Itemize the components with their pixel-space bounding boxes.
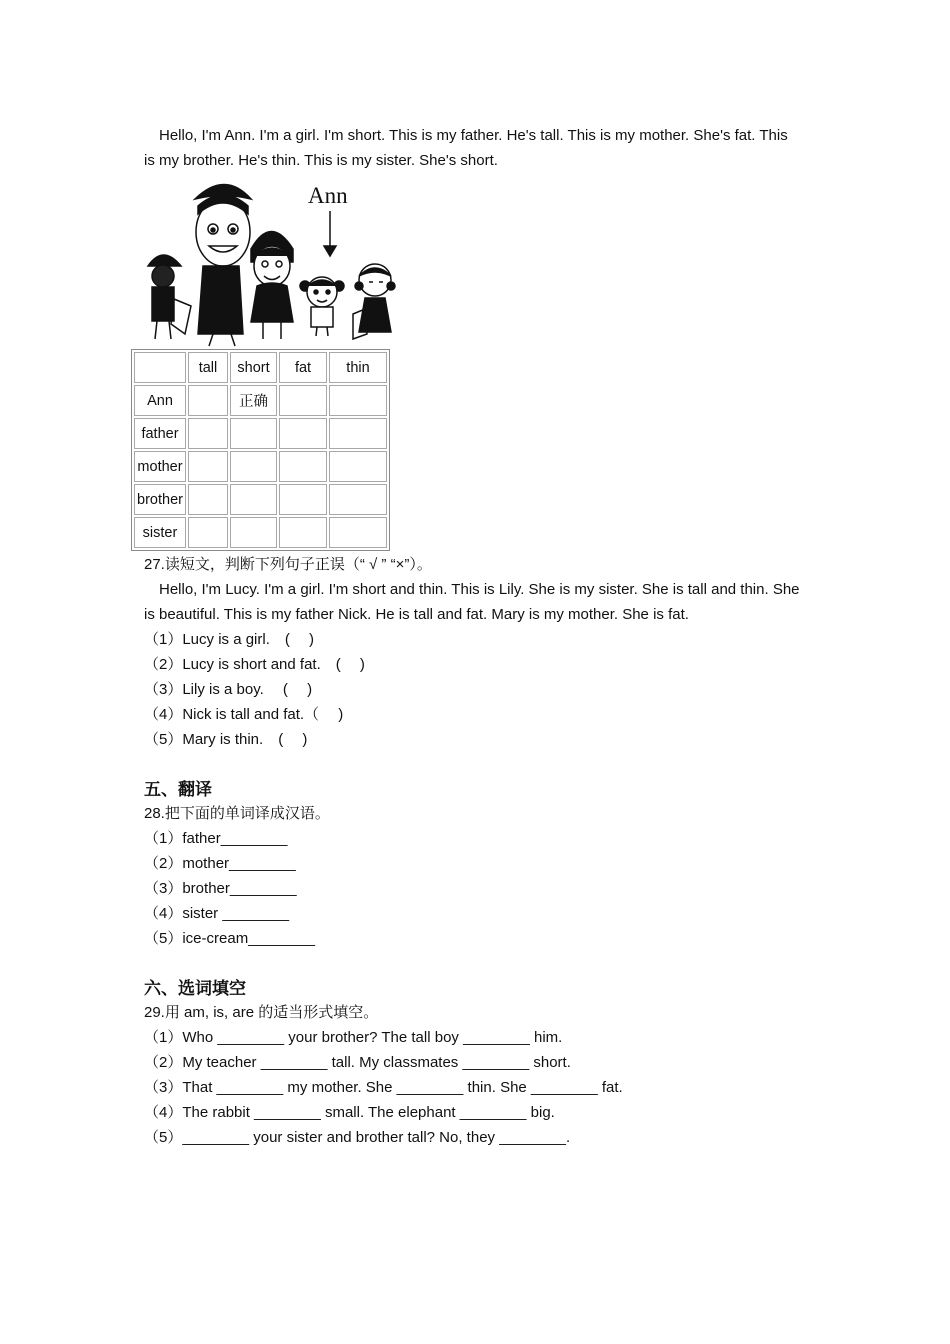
section-five-title: 五、翻译 [144, 780, 212, 799]
table-cell: mother [134, 451, 186, 482]
q27-title: 27.读短文，判断下列句子正误（“ √ ” “×”）。 [144, 556, 432, 573]
table-cell[interactable] [329, 418, 387, 449]
q28-item: （4）sister ________ [144, 905, 290, 922]
table-cell[interactable] [279, 484, 327, 515]
q29-item: （2）My teacher ________ tall. My classmates ________ short. [144, 1054, 571, 1071]
boy-figure [148, 255, 191, 339]
q29-title: 29.用 am, is, are 的适当形式填空。 [144, 1004, 379, 1021]
q27-item: （4）Nick is tall and fat.（ ) [144, 706, 344, 723]
table-cell[interactable] [188, 418, 228, 449]
q28-item: （3）brother________ [144, 880, 297, 897]
table-row [134, 385, 387, 416]
table-cell[interactable] [188, 484, 228, 515]
table-cell: father [134, 418, 186, 449]
table-header-cell: tall [188, 352, 228, 383]
table-cell[interactable] [329, 385, 387, 416]
table-cell[interactable] [188, 451, 228, 482]
q29-item: （5）________ your sister and brother tall? No, they ________. [144, 1129, 571, 1146]
family-picture [143, 174, 401, 349]
q27-item: （1）Lucy is a girl. ( ) [144, 631, 315, 648]
q27-passage-line2: is beautiful. This is my father Nick. He is tall and fat. Mary is my mother. She is fat. [144, 606, 689, 623]
table-cell[interactable] [279, 451, 327, 482]
q28-title: 28.把下面的单词译成汉语。 [144, 805, 330, 822]
table-row [134, 418, 387, 449]
q27-item: （3）Lily is a boy. ( ) [144, 681, 313, 698]
ann-label: Ann [308, 183, 348, 208]
table-cell[interactable] [230, 484, 277, 515]
q28-item: （2）mother________ [144, 855, 296, 872]
table-cell: brother [134, 484, 186, 515]
q29-item: （3）That ________ my mother. She ________ thin. She ________ fat. [144, 1079, 623, 1096]
q28-item: （5）ice-cream________ [144, 930, 315, 947]
table-cell[interactable] [329, 451, 387, 482]
table-header-cell: short [230, 352, 277, 383]
table-cell[interactable] [329, 484, 387, 515]
table-row [134, 484, 387, 515]
table-cell[interactable] [329, 517, 387, 548]
q29-item: （4）The rabbit ________ small. The elephant ________ big. [144, 1104, 555, 1121]
table-cell[interactable] [230, 451, 277, 482]
table-header-cell: fat [279, 352, 327, 383]
table-cell[interactable] [279, 517, 327, 548]
table-row [134, 451, 387, 482]
table-header-row [134, 352, 387, 383]
mother-figure [251, 232, 293, 340]
table-row [134, 517, 387, 548]
table-cell[interactable] [279, 418, 327, 449]
q27-item: （5）Mary is thin. ( ) [144, 731, 308, 748]
table-header-cell: thin [329, 352, 387, 383]
q29-item: （1）Who ________ your brother? The tall boy ________ him. [144, 1029, 563, 1046]
table-header-cell [134, 352, 186, 383]
table-cell[interactable]: 正确 [230, 385, 277, 416]
attribute-table [131, 349, 390, 551]
table-cell[interactable] [230, 517, 277, 548]
table-cell: sister [134, 517, 186, 548]
table-cell[interactable] [279, 385, 327, 416]
q27-passage-line1: Hello, I'm Lucy. I'm a girl. I'm short and thin. This is Lily. She is my sister. She is tall and thin. She [159, 581, 800, 598]
table-cell: Ann [134, 385, 186, 416]
passage1-line2: is my brother. He's thin. This is my sister. She's short. [144, 152, 498, 169]
table-cell[interactable] [188, 517, 228, 548]
ann-figure [300, 277, 344, 336]
section-six-title: 六、选词填空 [144, 979, 246, 998]
table-cell[interactable] [188, 385, 228, 416]
q28-item: （1）father________ [144, 830, 288, 847]
passage1-line1: Hello, I'm Ann. I'm a girl. I'm short. This is my father. He's tall. This is my mother. She's fat. This [159, 127, 788, 144]
father-figure [195, 185, 251, 347]
sister-figure [353, 264, 395, 339]
q27-item: （2）Lucy is short and fat. ( ) [144, 656, 365, 673]
table-cell[interactable] [230, 418, 277, 449]
